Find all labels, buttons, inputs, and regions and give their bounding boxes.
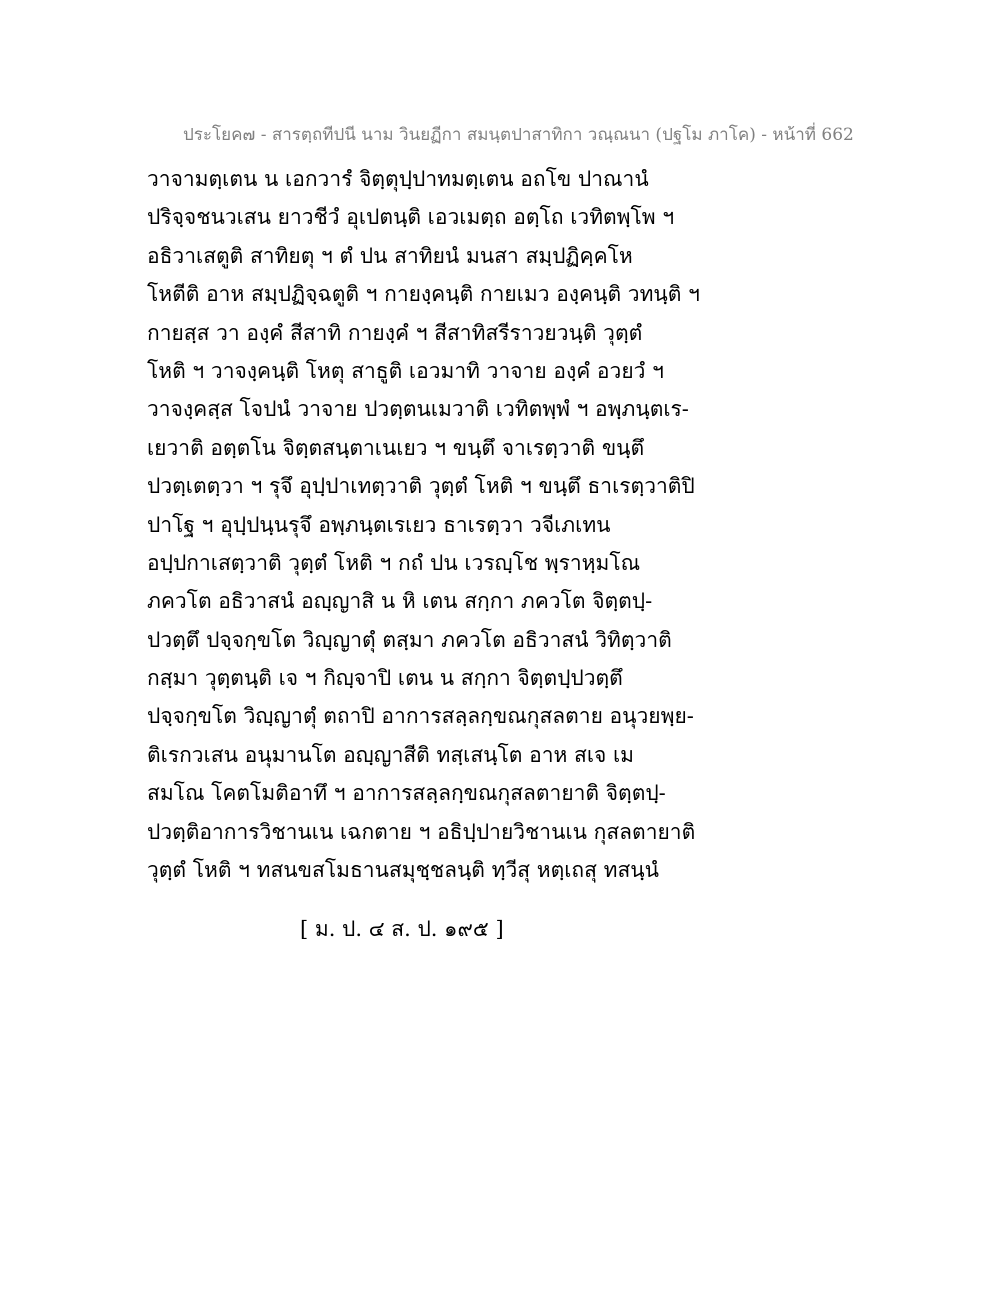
text-line: ปจฺจกฺขโต วิญฺญาตุํ ตถาปิ อาการสลฺลกฺขณกุสลตาย อนุวยพฺย- (147, 704, 694, 729)
running-header: ประโยค๗ - สารตฺถทีปนี นาม วินยฏีกา สมนฺตปาสาทิกา วณฺณนา (ปฐโม ภาโค) - หน้าที่ 662 (183, 125, 854, 145)
source-reference: [ ม. ป. ๔ ส. ป. ๑๙๕ ] (300, 917, 504, 941)
text-line: ปวตฺติอาการวิชานเน เฉกตาย ฯ อธิปฺปายวิชานเน กุสลตายาติ (147, 819, 696, 844)
text-line: วาจงฺคสฺส โจปนํ วาจาย ปวตฺตนเมวาติ เวทิตพฺพํ ฯ อพฺภนฺตเร- (147, 397, 689, 422)
text-line: โหตีติ อาห สมฺปฏิจฺฉตูติ ฯ กายงฺคนฺติ กายเมว องฺคนฺติ วทนฺติ ฯ (147, 282, 700, 307)
text-line: ปวตฺเตตฺวา ฯ รุจึ อุปฺปาเทตฺวาติ วุตฺตํ โหติ ฯ ขนฺตึ ธาเรตฺวาติปิ (147, 474, 695, 499)
text-line: สมโณ โคตโมติอาทึ ฯ อาการสลฺลกฺขณกุสลตายาติ จิตฺตปฺ- (147, 781, 666, 806)
text-line: อธิวาเสตูติ สาทิยตุ ฯ ตํ ปน สาทิยนํ มนสา สมฺปฏิคฺคโห (147, 243, 633, 268)
text-line: ปวตฺตึ ปจฺจกฺขโต วิญฺญาตุํ ตสฺมา ภควโต อธิวาสนํ วิทิตฺวาติ (147, 627, 672, 652)
text-line: ติเรกวเสน อนุมานโต อญฺญาสีติ ทสฺเสนฺโต อาห สเจ เม (147, 742, 635, 767)
text-line: โหติ ฯ วาจงฺคนฺติ โหตุ สาธูติ เอวมาทิ วาจาย องฺคํ อวยวํ ฯ (147, 358, 664, 383)
text-line: ปริจฺจชนวเสน ยาวชีวํ อุเปตนฺติ เอวเมตฺถ อตฺโถ เวทิตพฺโพ ฯ (147, 205, 675, 230)
text-line: ปาโฐ ฯ อุปฺปนฺนรุจึ อพฺภนฺตเรเยว ธาเรตฺวา วจีเภเทน (147, 512, 611, 537)
text-line: เยวาติ อตฺตโน จิตฺตสนฺตาเนเยว ฯ ขนฺตึ จาเรตฺวาติ ขนฺตึ (147, 435, 645, 460)
text-line: วาจามตฺเตน น เอกวารํ จิตฺตุปฺปาทมตฺเตน อถโข ปาณานํ (147, 167, 649, 191)
text-line: วุตฺตํ โหติ ฯ ทสนขสโมธานสมุชฺชลนฺติ ทฺวีสุ หตฺเถสุ ทสนฺนํ (147, 858, 659, 883)
body-text (147, 160, 867, 889)
text-line: กสฺมา วุตฺตนฺติ เจ ฯ กิญฺจาปิ เตน น สกฺกา จิตฺตปฺปวตฺตึ (147, 666, 623, 691)
text-line: ภควโต อธิวาสนํ อญฺญาสิ น หิ เตน สกฺกา ภควโต จิตฺตปฺ- (147, 589, 653, 614)
text-line: กายสฺส วา องฺคํ สีสาทิ กายงฺคํ ฯ สีสาทิสรีราวยวนฺติ วุตฺตํ (147, 320, 643, 345)
text-line: อปฺปกาเสตฺวาติ วุตฺตํ โหติ ฯ กถํ ปน เวรญฺโช พฺราหฺมโณ (147, 550, 641, 575)
